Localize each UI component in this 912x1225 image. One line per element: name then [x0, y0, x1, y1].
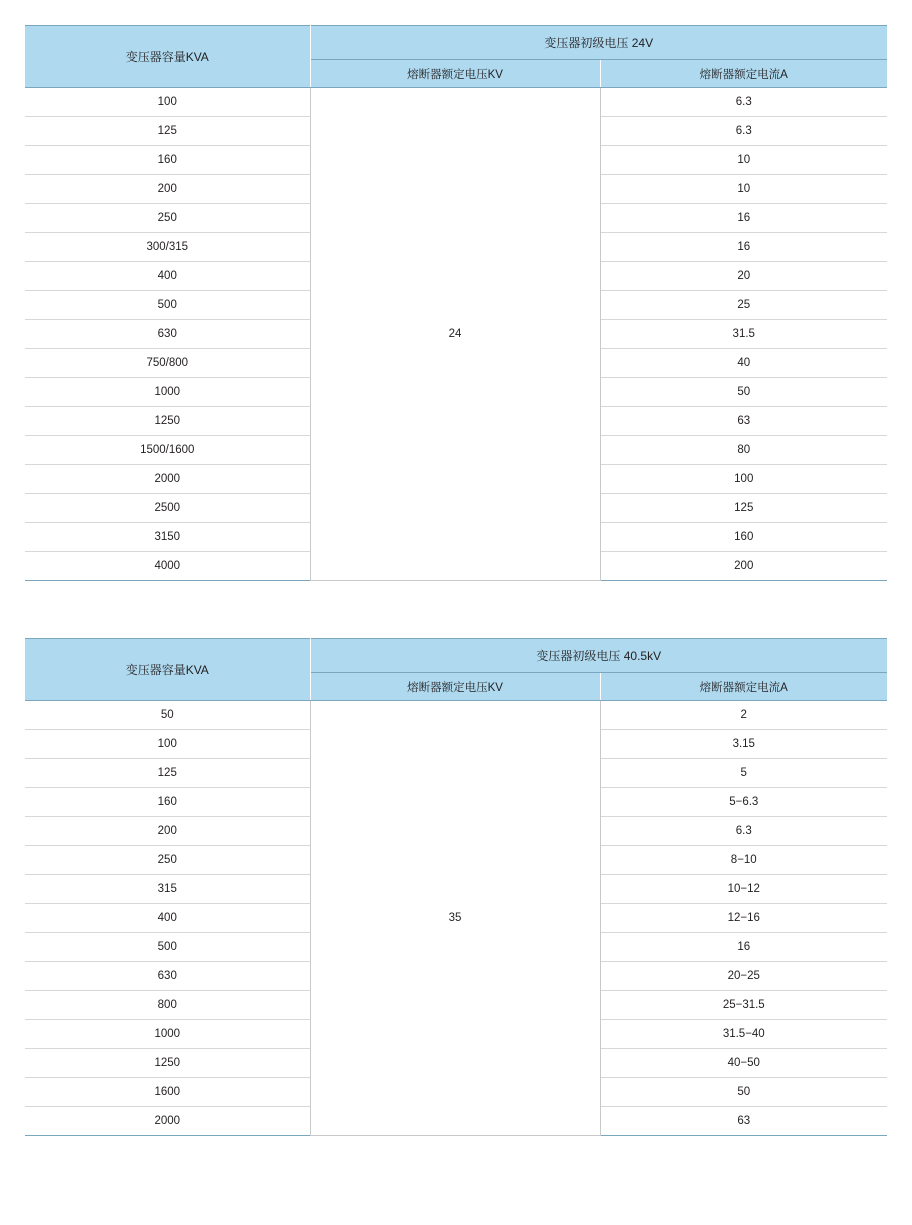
cell-capacity: 2000 [25, 1107, 310, 1136]
cell-capacity: 160 [25, 146, 310, 175]
header-primary-voltage-group: 变压器初级电压 40.5kV [310, 639, 887, 673]
cell-fuse-current: 6.3 [600, 117, 887, 146]
cell-capacity: 1500/1600 [25, 436, 310, 465]
cell-fuse-current: 5−6.3 [600, 788, 887, 817]
table-header [25, 26, 887, 88]
cell-fuse-current: 3.15 [600, 730, 887, 759]
cell-fuse-current: 6.3 [600, 817, 887, 846]
cell-capacity: 630 [25, 962, 310, 991]
cell-fuse-current: 12−16 [600, 904, 887, 933]
header-fuse-rated-voltage: 熔断器额定电压KV [310, 60, 600, 88]
cell-fuse-current: 25−31.5 [600, 991, 887, 1020]
cell-fuse-current: 2 [600, 701, 887, 730]
spec-table-block-1 [25, 25, 887, 581]
cell-fuse-rated-voltage: 24 [310, 88, 600, 581]
cell-fuse-current: 125 [600, 494, 887, 523]
cell-fuse-current: 100 [600, 465, 887, 494]
cell-capacity: 800 [25, 991, 310, 1020]
cell-fuse-current: 20 [600, 262, 887, 291]
transformer-fuse-table-24kv [25, 25, 887, 581]
cell-capacity: 250 [25, 846, 310, 875]
cell-capacity: 200 [25, 817, 310, 846]
cell-fuse-current: 40−50 [600, 1049, 887, 1078]
table-body [25, 701, 887, 1136]
cell-fuse-current: 6.3 [600, 88, 887, 117]
cell-capacity: 160 [25, 788, 310, 817]
cell-capacity: 125 [25, 759, 310, 788]
cell-capacity: 1250 [25, 1049, 310, 1078]
cell-capacity: 1000 [25, 1020, 310, 1049]
cell-fuse-current: 50 [600, 1078, 887, 1107]
header-fuse-rated-current: 熔断器额定电流A [600, 60, 887, 88]
table-row [25, 88, 887, 117]
cell-capacity: 50 [25, 701, 310, 730]
cell-capacity: 315 [25, 875, 310, 904]
cell-capacity: 400 [25, 904, 310, 933]
cell-fuse-current: 10 [600, 146, 887, 175]
cell-capacity: 100 [25, 730, 310, 759]
cell-capacity: 750/800 [25, 349, 310, 378]
cell-fuse-current: 25 [600, 291, 887, 320]
cell-fuse-current: 10 [600, 175, 887, 204]
cell-capacity: 500 [25, 291, 310, 320]
cell-capacity: 1000 [25, 378, 310, 407]
table-body [25, 88, 887, 581]
cell-fuse-current: 16 [600, 204, 887, 233]
cell-capacity: 3150 [25, 523, 310, 552]
cell-fuse-current: 31.5−40 [600, 1020, 887, 1049]
cell-capacity: 1600 [25, 1078, 310, 1107]
cell-capacity: 630 [25, 320, 310, 349]
spec-table-block-2 [25, 638, 887, 1136]
cell-capacity: 2500 [25, 494, 310, 523]
cell-fuse-current: 50 [600, 378, 887, 407]
document-page [0, 25, 912, 1225]
header-capacity: 变压器容量KVA [25, 26, 310, 88]
header-fuse-rated-current: 熔断器额定电流A [600, 673, 887, 701]
cell-capacity: 125 [25, 117, 310, 146]
cell-fuse-current: 63 [600, 407, 887, 436]
cell-fuse-current: 200 [600, 552, 887, 581]
cell-capacity: 400 [25, 262, 310, 291]
cell-capacity: 250 [25, 204, 310, 233]
cell-fuse-current: 40 [600, 349, 887, 378]
table-header [25, 639, 887, 701]
cell-fuse-current: 10−12 [600, 875, 887, 904]
table-row [25, 701, 887, 730]
cell-capacity: 500 [25, 933, 310, 962]
cell-capacity: 300/315 [25, 233, 310, 262]
cell-fuse-current: 8−10 [600, 846, 887, 875]
cell-capacity: 1250 [25, 407, 310, 436]
cell-capacity: 200 [25, 175, 310, 204]
cell-capacity: 100 [25, 88, 310, 117]
cell-fuse-current: 5 [600, 759, 887, 788]
cell-fuse-current: 63 [600, 1107, 887, 1136]
transformer-fuse-table-40kv [25, 638, 887, 1136]
cell-fuse-current: 160 [600, 523, 887, 552]
cell-capacity: 4000 [25, 552, 310, 581]
cell-fuse-current: 31.5 [600, 320, 887, 349]
cell-fuse-current: 80 [600, 436, 887, 465]
header-primary-voltage-group: 变压器初级电压 24V [310, 26, 887, 60]
cell-fuse-current: 20−25 [600, 962, 887, 991]
cell-fuse-current: 16 [600, 933, 887, 962]
cell-capacity: 2000 [25, 465, 310, 494]
header-capacity: 变压器容量KVA [25, 639, 310, 701]
cell-fuse-rated-voltage: 35 [310, 701, 600, 1136]
cell-fuse-current: 16 [600, 233, 887, 262]
header-fuse-rated-voltage: 熔断器额定电压KV [310, 673, 600, 701]
